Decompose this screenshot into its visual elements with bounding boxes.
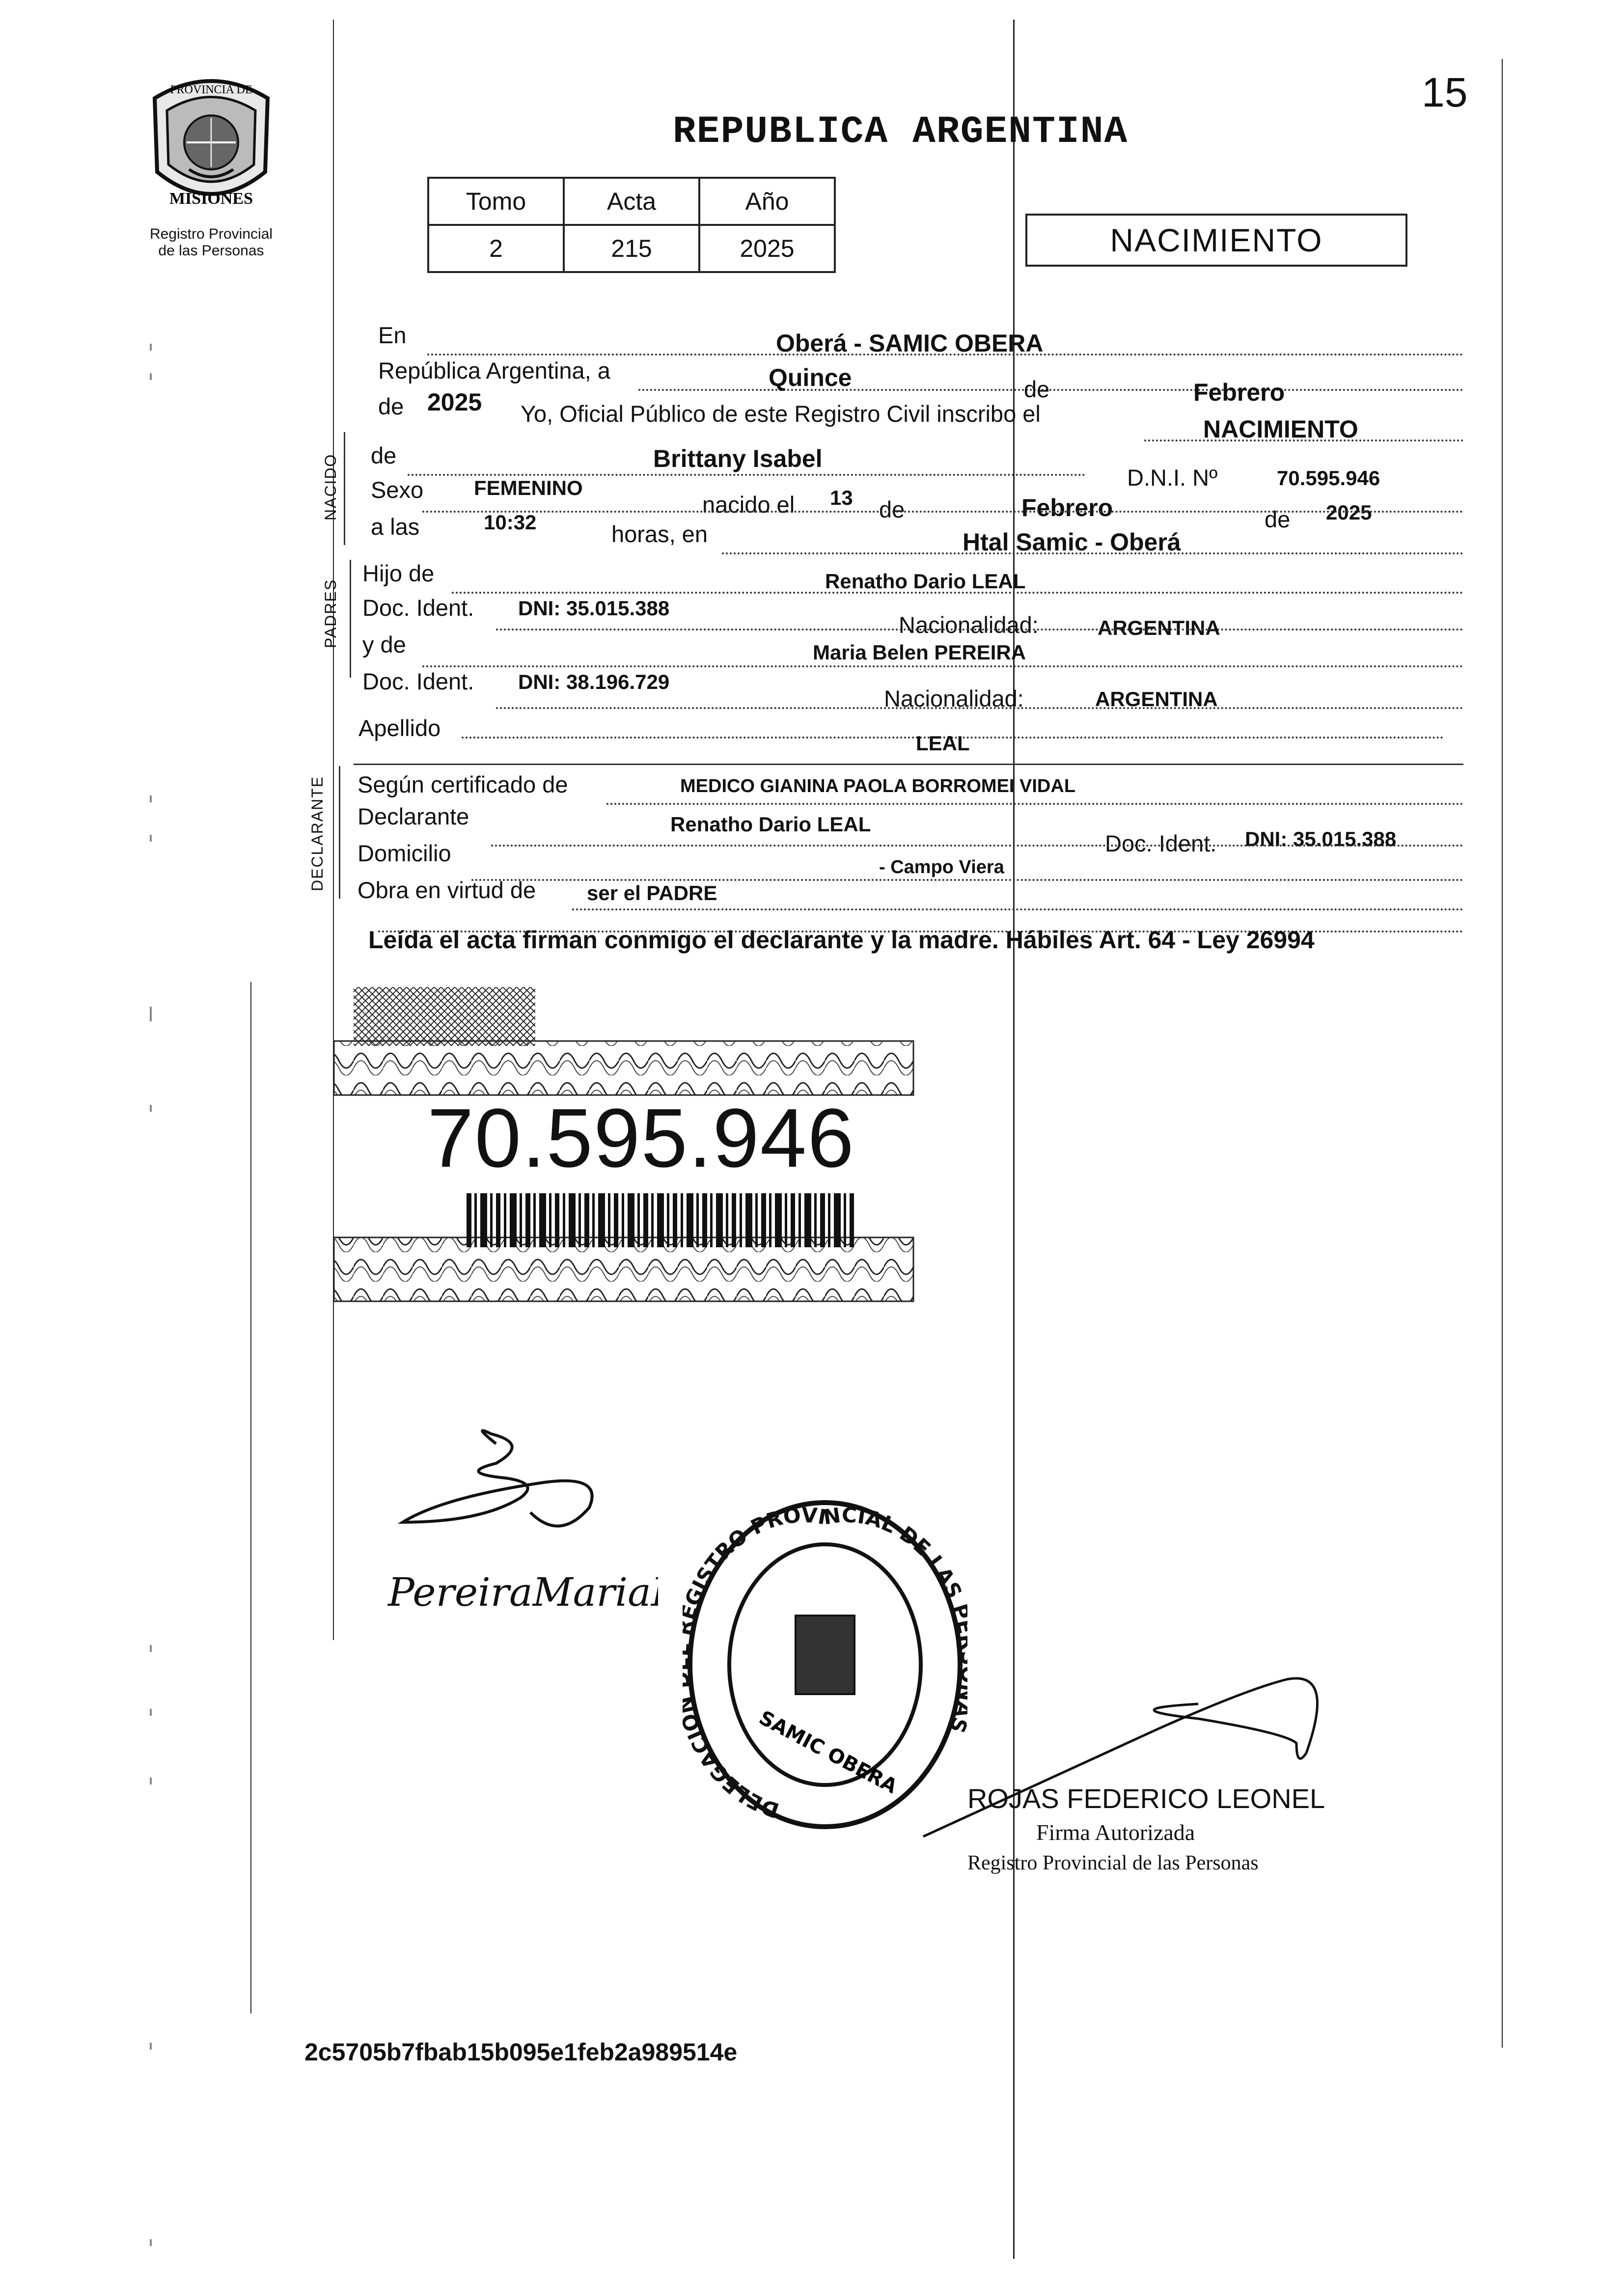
apellido-label: Apellido: [358, 715, 441, 741]
sexo-label: Sexo: [371, 477, 424, 503]
doc-ident-label-2: Doc. Ident.: [362, 668, 474, 694]
birth-day: 13: [830, 486, 853, 509]
stamp-inner-text: SAMIC OBERA: [755, 1706, 901, 1798]
stamp-ring-text: DELEGACI GISTRO PROVINCIAL DE LAS: [683, 1503, 967, 1823]
dotted-line: [491, 845, 1463, 847]
mother-name: Maria Belen PEREIRA: [813, 641, 1026, 664]
mother-nationality: ARGENTINA: [1095, 687, 1218, 711]
section-bar-nacido: [344, 432, 345, 545]
dotted-line: [408, 474, 1085, 476]
margin-mark: [150, 2043, 152, 2050]
section-label-declarante: DECLARANTE: [308, 775, 326, 891]
birth-time: 10:32: [484, 511, 537, 534]
nacionalidad-label: Nacionalidad:: [899, 612, 1039, 638]
margin-mark: [150, 344, 152, 351]
mother-signature-text: PereiraMaria: [388, 1569, 651, 1615]
dotted-line: [422, 665, 1463, 667]
margin-mark: [150, 1645, 152, 1652]
certificado-label: Según certificado de: [358, 771, 568, 797]
dotted-line: [471, 879, 1463, 881]
logo-ring-top: PROVINCIA DE: [170, 83, 252, 96]
dotted-line: [452, 592, 1463, 594]
logo-ring-bottom: MISIONES: [169, 190, 253, 208]
tomo-value: 2: [428, 225, 564, 272]
hijo-de-label: Hijo de: [362, 560, 435, 586]
anio-label: Año: [699, 178, 835, 225]
margin-mark: [150, 1709, 152, 1716]
section-rule: [354, 764, 1463, 765]
tomo-acta-anio-table: [427, 177, 836, 273]
page-number: 15: [1422, 69, 1468, 115]
oficial-text: Yo, Oficial Público de este Registro Civil inscribo el: [521, 401, 1041, 427]
domicilio-label: Domicilio: [358, 840, 451, 866]
margin-mark: [150, 373, 152, 380]
republica-label: República Argentina, a: [378, 357, 610, 384]
logo-caption: [123, 226, 300, 259]
y-de-label: y de: [362, 631, 406, 658]
margin-mark: [150, 796, 152, 802]
document-title: REPUBLICA ARGENTINA: [673, 110, 1129, 154]
dotted-line: [422, 511, 1463, 513]
de-label-3: de: [371, 442, 397, 468]
obra-value: ser el PADRE: [587, 881, 717, 905]
act-month: Febrero: [1193, 379, 1285, 406]
registro-type: NACIMIENTO: [1203, 415, 1358, 443]
document-type-box: NACIMIENTO: [1025, 214, 1407, 267]
tomo-label: Tomo: [428, 178, 564, 225]
act-year: 2025: [427, 388, 482, 416]
section-bar-padres: [350, 560, 351, 678]
de-label-2: de: [378, 393, 404, 419]
section-bar-declarante: [339, 766, 340, 899]
birth-place: Htal Samic - Oberá: [963, 528, 1181, 556]
official-name: ROJAS FEDERICO LEONEL: [967, 1783, 1325, 1814]
left-outer-margin-line: [250, 982, 251, 2013]
acta-value: 215: [564, 225, 699, 272]
father-name: Renatho Dario LEAL: [825, 570, 1026, 593]
logo-caption-line1: Registro Provincial: [149, 226, 273, 242]
de-label: de: [1024, 376, 1050, 402]
observation-note: Leída el acta firman conmigo el declarante y la madre. Hábiles Art. 64 - Ley 26994: [368, 926, 1315, 954]
father-doc: DNI: 35.015.388: [518, 597, 670, 620]
dotted-line: [496, 707, 1463, 709]
document-hash: 2c5705b7fbab15b095e1feb2a989514e: [304, 2038, 738, 2066]
declarante-doc: DNI: 35.015.388: [1245, 827, 1397, 850]
dotted-line: [638, 389, 1463, 391]
logo-caption-line2: de las Personas: [158, 243, 264, 259]
certificado-value: MEDICO GIANINA PAOLA BORROMEI VIDAL: [680, 776, 1076, 796]
declarante-name: Renatho Dario LEAL: [670, 813, 871, 836]
act-place: Oberá - SAMIC OBERA: [776, 329, 1044, 357]
dotted-line: [722, 552, 1463, 554]
child-sexo: FEMENINO: [474, 476, 583, 499]
obra-label: Obra en virtud de: [358, 877, 536, 903]
dotted-line: [496, 629, 1463, 631]
act-day-word: Quince: [769, 364, 852, 391]
section-label-padres: PADRES: [322, 578, 339, 648]
mother-signature: [383, 1552, 658, 1630]
birth-month: Febrero: [1021, 494, 1113, 521]
acta-label: Acta: [564, 178, 699, 225]
dni-label: D.N.I. Nº: [1127, 465, 1218, 491]
official-org: Registro Provincial de las Personas: [967, 1852, 1259, 1874]
birth-year: 2025: [1326, 501, 1372, 524]
mother-doc: DNI: 38.196.729: [518, 670, 670, 693]
father-nationality: ARGENTINA: [1098, 616, 1220, 639]
apellido-value: LEAL: [916, 732, 970, 755]
anio-value: 2025: [699, 225, 835, 272]
child-dni: 70.595.946: [1277, 466, 1380, 490]
child-name: Brittany Isabel: [653, 445, 823, 472]
margin-mark: [150, 2239, 152, 2246]
father-signature: [383, 1424, 619, 1562]
section-label-nacido: NACIDO: [322, 453, 339, 521]
sticker-dni-number: 70.595.946: [427, 1092, 855, 1185]
dotted-line: [572, 908, 1463, 910]
nacido-el-label: nacido el: [702, 492, 795, 518]
province-logo: [140, 69, 282, 216]
official-title: Firma Autorizada: [1036, 1820, 1195, 1845]
left-margin-line: [333, 20, 334, 1640]
en-label: En: [378, 322, 407, 348]
margin-mark: [150, 835, 152, 842]
margin-mark: [150, 1007, 152, 1021]
right-margin-line: [1502, 59, 1503, 2048]
de-label-5: de: [1265, 506, 1291, 532]
nacionalidad-label-2: Nacionalidad:: [884, 686, 1024, 712]
dotted-line: [606, 803, 1463, 805]
doc-ident-label: Doc. Ident.: [362, 595, 474, 621]
horas-label: horas, en: [611, 521, 708, 547]
domicilio-value: - Campo Viera: [879, 857, 1004, 878]
a-las-label: a las: [371, 514, 420, 540]
doc-ident-label-3: Doc. Ident.: [1105, 830, 1217, 856]
declarante-label: Declarante: [358, 803, 469, 829]
margin-mark: [150, 1105, 152, 1112]
de-label-4: de: [879, 496, 905, 522]
margin-mark: [150, 1778, 152, 1784]
